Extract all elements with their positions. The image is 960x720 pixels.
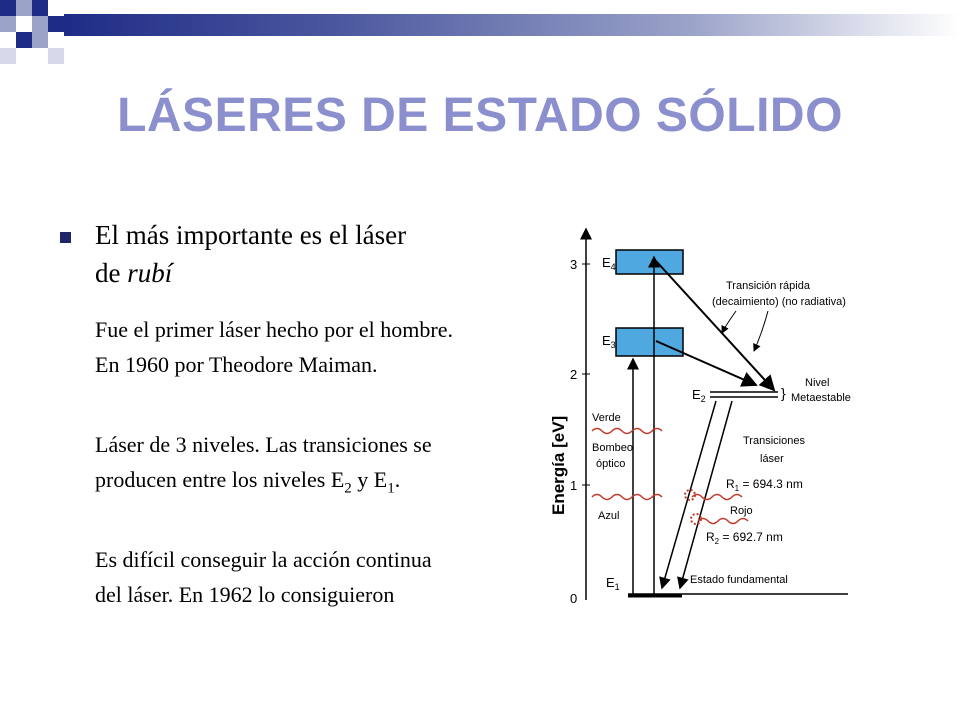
paragraph-levels [95,427,455,506]
paragraph-continuous: Es difícil conseguir la acción continua del láser. En 1962 lo consiguieron [95,547,432,607]
label-bombeo: Bombeo [592,442,633,454]
band-e3 [616,328,683,356]
tick-label-3: 3 [570,257,578,272]
deco-square [0,48,16,64]
label-transiciones: Transiciones [743,435,805,447]
callout-arrow [722,311,736,333]
paragraph-levels-text: y E [351,467,388,492]
pump-wave-blue [592,495,662,500]
tick-label-0: 0 [570,591,578,606]
label-e2: $E_2$ [692,387,706,404]
label-fast-decay: (decaimiento) (no radiativa) [712,296,846,308]
deco-square [48,16,64,32]
label-r1: $R_1 = 694.3$ nm [726,477,803,493]
deco-square [0,0,16,16]
label-azul: Azul [598,510,620,522]
deco-square [16,0,32,16]
slide-title: LÁSERES DE ESTADO SÓLIDO [117,89,843,142]
brace: } [781,385,786,401]
band-e4 [616,250,683,274]
main-bullet [95,216,435,292]
label-optico: óptico [596,458,626,470]
main-bullet-italic: rubí [127,258,173,288]
label-nivel: Nivel [805,377,830,389]
energy-axis-label: Energía [eV] [549,415,568,515]
label-e3: $E_3$ [602,333,616,350]
deco-square [0,16,16,32]
main-bullet-text: El más importante es el láser de [95,220,407,288]
header-gradient-bar [64,14,960,36]
deco-square [48,48,64,64]
label-r2: $R_2 = 692.7$ nm [706,530,783,546]
deco-square [32,16,48,32]
subscript: 1 [387,480,395,497]
tick-label-1: 1 [570,478,578,493]
bullet-square-icon [60,232,71,243]
ruby-laser-energy-diagram [540,215,860,610]
paragraph-levels-text: Láser de 3 niveles. Las transiciones se producen entre los niveles E [95,432,432,492]
deco-square [16,32,32,48]
callout-arrow [754,311,768,351]
emission-wave-r2 [698,519,748,524]
laser-arrow-r2 [680,401,732,588]
emission-wave-r1 [692,495,742,500]
pump-wave-green [592,429,662,434]
paragraph-levels-text: . [394,467,401,492]
label-e4: $E_4$ [602,255,616,272]
paragraph-history: Fue el primer láser hecho por el hombre. En 1960 por Theodore Maiman. [95,317,453,377]
subscript: 2 [344,480,352,497]
label-laser: láser [760,453,784,465]
tick-label-2: 2 [570,367,578,382]
label-rojo: Rojo [730,505,753,517]
label-e1: $E_1$ [606,575,620,592]
label-verde: Verde [592,412,621,424]
label-estado-fundamental: Estado fundamental [690,574,788,586]
label-fast-transition: Transición rápida [726,280,810,292]
deco-square [32,32,48,48]
decay-arrow-e3 [656,341,756,385]
laser-arrow-r1 [662,401,716,588]
label-metaestable: Metaestable [791,392,851,404]
deco-square [32,0,48,16]
